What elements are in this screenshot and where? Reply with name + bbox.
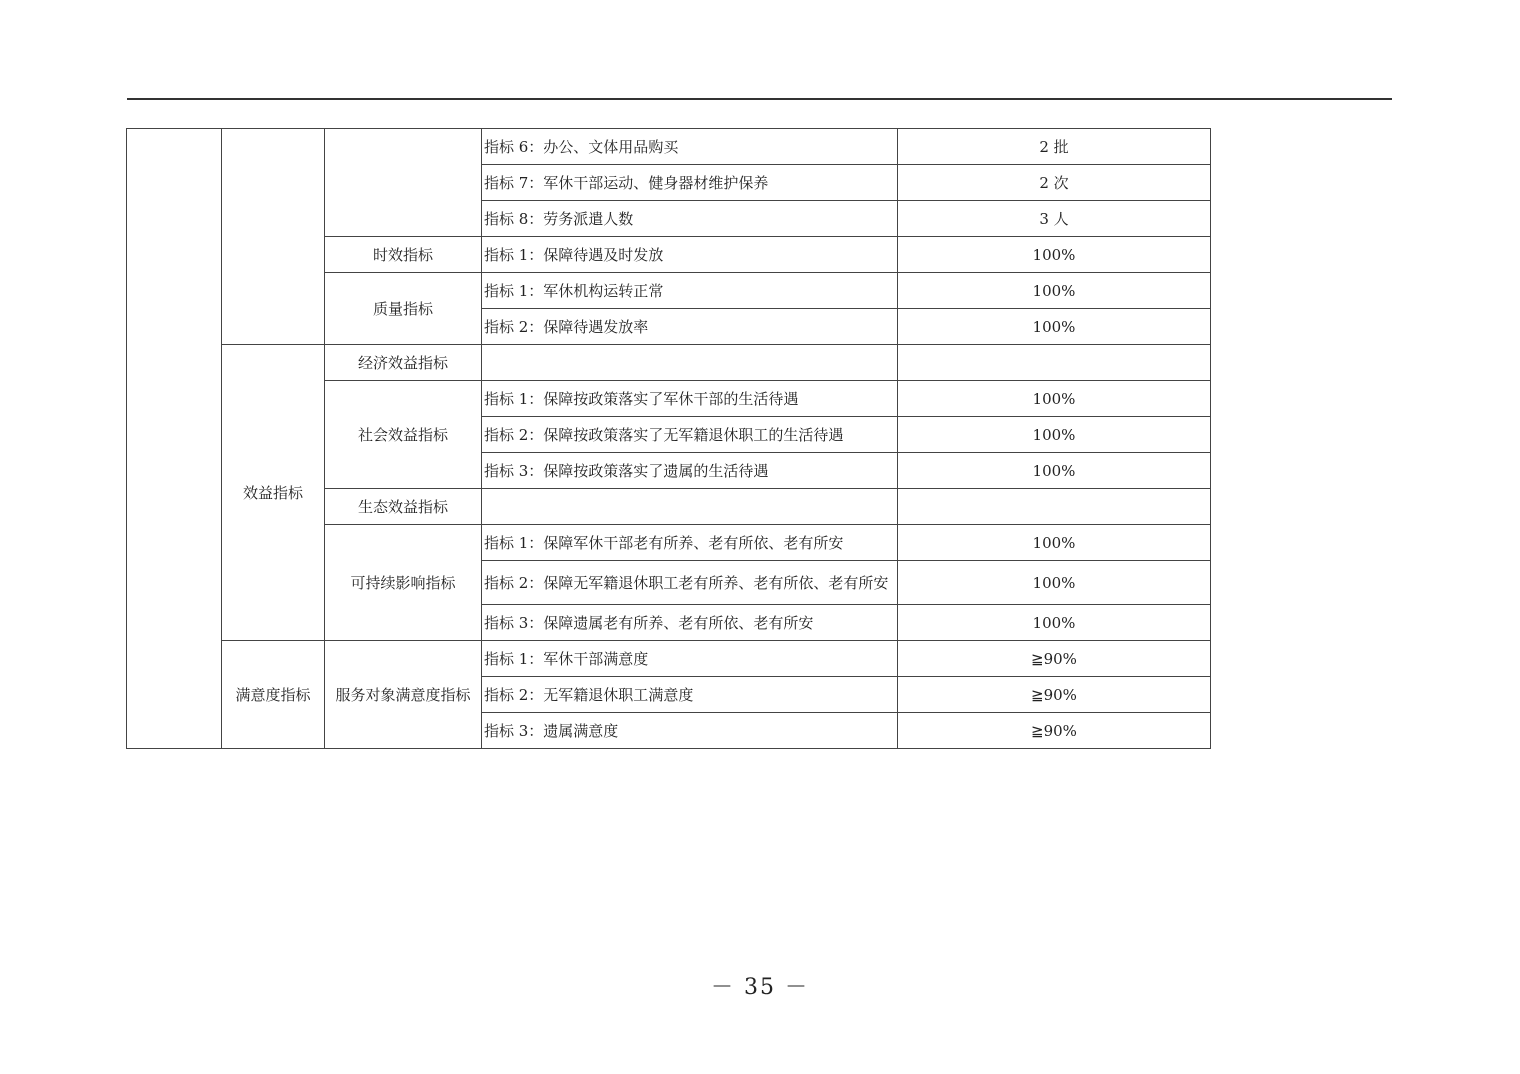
service-satisfaction-label: 服务对象满意度指标 <box>325 641 482 749</box>
page-number: － 35 － <box>711 975 809 1000</box>
value-cell: ≧90% <box>898 713 1211 749</box>
value-cell: 100% <box>898 525 1211 561</box>
economic-benefit-label: 经济效益指标 <box>325 345 482 381</box>
social-benefit-label: 社会效益指标 <box>325 381 482 489</box>
value-cell <box>898 345 1211 381</box>
value-cell: 100% <box>898 237 1211 273</box>
indicator-cell: 指标 1：保障待遇及时发放 <box>482 237 898 273</box>
table-row <box>127 641 1211 677</box>
sustainable-impact-label: 可持续影响指标 <box>325 525 482 641</box>
third-level-indicator-cell <box>325 129 482 237</box>
value-cell: 100% <box>898 605 1211 641</box>
value-cell: 100% <box>898 561 1211 605</box>
second-level-indicator-cell <box>222 129 325 345</box>
timeliness-indicator-label: 时效指标 <box>325 237 482 273</box>
indicator-cell: 指标 1：保障按政策落实了军休干部的生活待遇 <box>482 381 898 417</box>
indicator-cell: 指标 3：保障按政策落实了遗属的生活待遇 <box>482 453 898 489</box>
value-cell: ≧90% <box>898 641 1211 677</box>
performance-indicator-table <box>126 128 1211 749</box>
ecological-benefit-label: 生态效益指标 <box>325 489 482 525</box>
value-cell: 2 批 <box>898 129 1211 165</box>
value-cell: 100% <box>898 381 1211 417</box>
header-rule <box>127 98 1392 100</box>
indicator-cell: 指标 7：军休干部运动、健身器材维护保养 <box>482 165 898 201</box>
indicator-cell: 指标 3：保障遗属老有所养、老有所依、老有所安 <box>482 605 898 641</box>
indicator-cell <box>482 489 898 525</box>
value-cell: 3 人 <box>898 201 1211 237</box>
table-row <box>127 345 1211 381</box>
benefit-indicator-label: 效益指标 <box>222 345 325 641</box>
quality-indicator-label: 质量指标 <box>325 273 482 345</box>
value-cell: 2 次 <box>898 165 1211 201</box>
value-cell: ≧90% <box>898 677 1211 713</box>
table-row <box>127 129 1211 165</box>
indicator-cell: 指标 2：无军籍退休职工满意度 <box>482 677 898 713</box>
satisfaction-indicator-label: 满意度指标 <box>222 641 325 749</box>
value-cell: 100% <box>898 273 1211 309</box>
indicator-cell <box>482 345 898 381</box>
indicator-cell: 指标 1：军休机构运转正常 <box>482 273 898 309</box>
indicator-cell: 指标 3：遗属满意度 <box>482 713 898 749</box>
value-cell: 100% <box>898 417 1211 453</box>
value-cell: 100% <box>898 453 1211 489</box>
first-level-indicator-cell <box>127 129 222 749</box>
indicator-cell: 指标 8：劳务派遣人数 <box>482 201 898 237</box>
indicator-cell: 指标 1：军休干部满意度 <box>482 641 898 677</box>
value-cell <box>898 489 1211 525</box>
indicator-cell: 指标 2：保障按政策落实了无军籍退休职工的生活待遇 <box>482 417 898 453</box>
value-cell: 100% <box>898 309 1211 345</box>
indicator-cell: 指标 2：保障无军籍退休职工老有所养、老有所依、老有所安 <box>482 561 898 605</box>
indicator-cell: 指标 2：保障待遇发放率 <box>482 309 898 345</box>
indicator-cell: 指标 1：保障军休干部老有所养、老有所依、老有所安 <box>482 525 898 561</box>
indicator-cell: 指标 6：办公、文体用品购买 <box>482 129 898 165</box>
